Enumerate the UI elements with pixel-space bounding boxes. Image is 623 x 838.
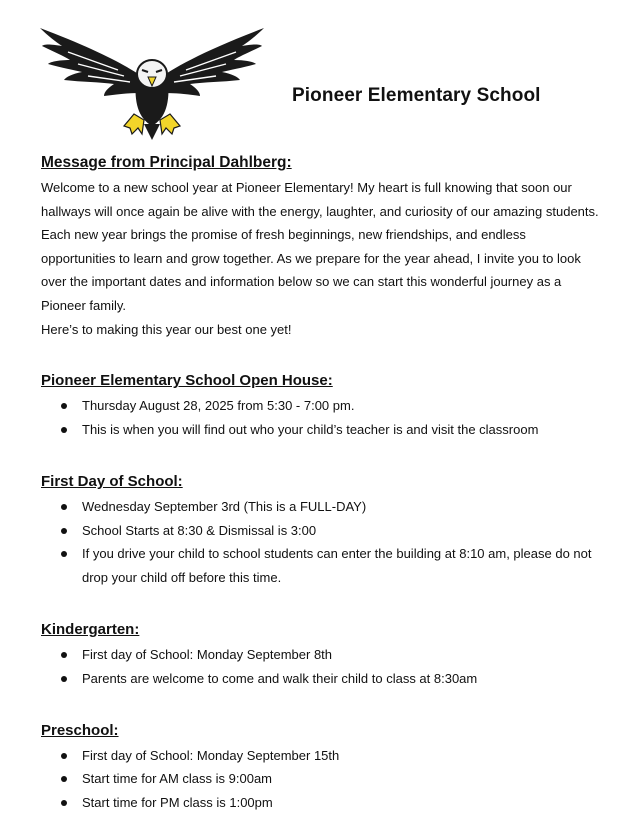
section-heading: Pioneer Elementary School Open House: xyxy=(41,372,333,390)
document-body xyxy=(41,152,601,815)
eagle-mascot-logo xyxy=(38,22,266,142)
open-house-list xyxy=(41,394,601,442)
first-day-list xyxy=(41,495,601,590)
list-item: Parents are welcome to come and walk their child to class at 8:30am xyxy=(41,667,601,691)
section-heading: Preschool: xyxy=(41,721,119,739)
principal-message-section xyxy=(41,152,601,341)
list-item: First day of School: Monday September 8th xyxy=(41,643,601,667)
list-item: First day of School: Monday September 15th xyxy=(41,744,601,768)
kindergarten-section xyxy=(41,619,601,691)
section-heading: Kindergarten: xyxy=(41,620,140,638)
kindergarten-list xyxy=(41,643,601,691)
list-item: School Starts at 8:30 & Dismissal is 3:00 xyxy=(41,519,601,543)
page-title: Pioneer Elementary School xyxy=(292,85,541,106)
first-day-section xyxy=(41,471,601,590)
open-house-section xyxy=(41,370,601,442)
preschool-section xyxy=(41,720,601,815)
message-closing: Here’s to making this year our best one yet! xyxy=(41,321,292,337)
list-item: Start time for AM class is 9:00am xyxy=(41,767,601,791)
list-item: If you drive your child to school students can enter the building at 8:10 am, please do not drop your child off before this time. xyxy=(41,542,601,590)
message-body xyxy=(41,176,601,341)
preschool-list xyxy=(41,744,601,815)
section-heading: First Day of School: xyxy=(41,472,183,490)
list-item: This is when you will find out who your child’s teacher is and visit the classroom xyxy=(41,418,601,442)
list-item: Thursday August 28, 2025 from 5:30 - 7:00 pm. xyxy=(41,394,601,418)
list-item: Start time for PM class is 1:00pm xyxy=(41,791,601,815)
message-body-text: Welcome to a new school year at Pioneer Elementary! My heart is full knowing that soon our hallways will once again be alive with the energy, laughter, and curiosity of our amazing students. Each new year brings the promise of fresh beginnings, new friendships, and endless opportunities to learn and grow together. As we prepare for the year ahead, I invite you to look over the important dates and information below so we can start this wonderful journey as a Pioneer family. xyxy=(41,180,599,313)
list-item: Wednesday September 3rd (This is a FULL-DAY) xyxy=(41,495,601,519)
message-heading: Message from Principal Dahlberg: xyxy=(41,154,292,171)
